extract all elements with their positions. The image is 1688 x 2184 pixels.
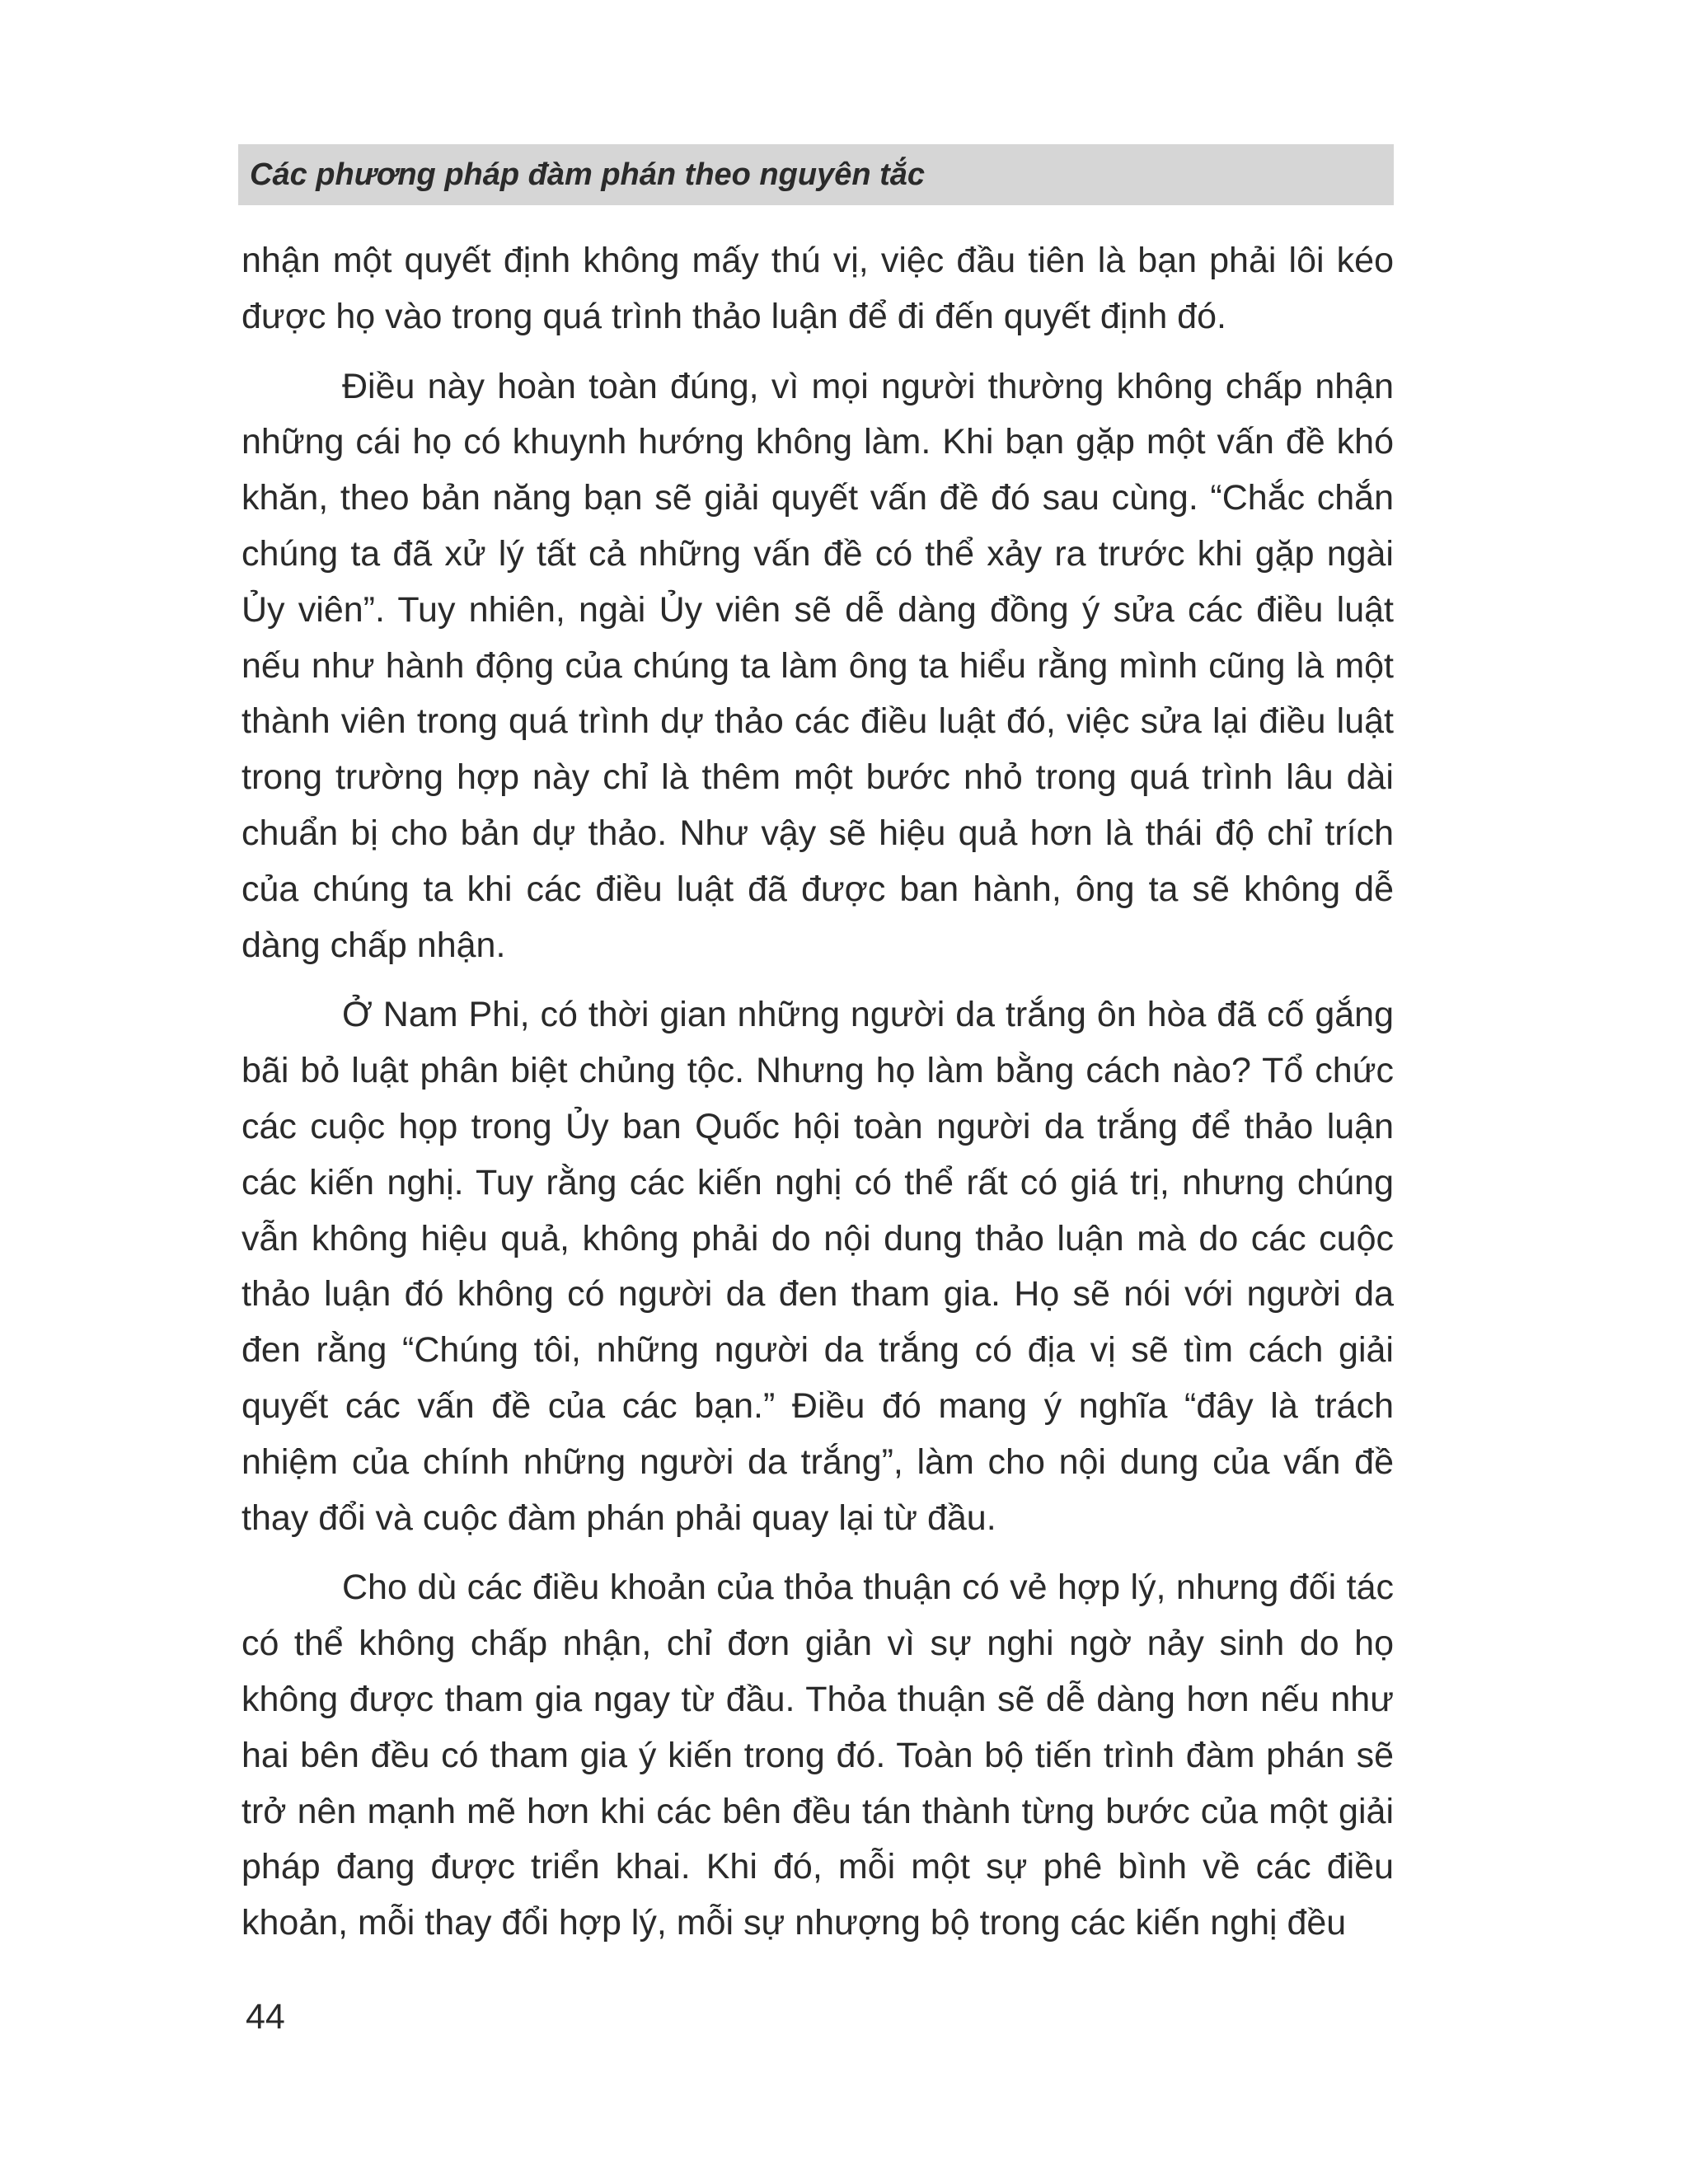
paragraph: Điều này hoàn toàn đúng, vì mọi người thường không chấp nhận những cái họ có khuynh hướng không làm. Khi bạn gặp một vấn đề khó khăn, theo bản năng bạn sẽ giải quyết vấn đề đó sau cùng. “Chắc chắn chúng ta đã xử lý tất cả những vấn đề có thể xảy ra trước khi gặp ngài Ủy viên”. Tuy nhiên, ngài Ủy viên sẽ dễ dàng đồng ý sửa các điều luật nếu như hành động của chúng ta làm ông ta hiểu rằng mình cũng là một thành viên trong quá trình dự thảo các điều luật đó, việc sửa lại điều luật trong trường hợp này chỉ là thêm một bước nhỏ trong quá trình lâu dài chuẩn bị cho bản dự thảo. Như vậy sẽ hiệu quả hơn là thái độ chỉ trích của chúng ta khi các điều luật đã được ban hành, ông ta sẽ không dễ dàng chấp nhận.: [241, 366, 1394, 965]
page-number: 44: [246, 1997, 285, 2036]
running-header: [238, 144, 1394, 205]
running-header-title: Các phương pháp đàm phán theo nguyên tắc: [250, 157, 926, 192]
paragraph-continued: nhận một quyết định không mấy thú vị, việc đầu tiên là bạn phải lôi kéo được họ vào trong quá trình thảo luận để đi đến quyết định đó.: [241, 241, 1394, 336]
paragraph: Ở Nam Phi, có thời gian những người da trắng ôn hòa đã cố gắng bãi bỏ luật phân biệt chủng tộc. Nhưng họ làm bằng cách nào? Tổ chức các cuộc họp trong Ủy ban Quốc hội toàn người da trắng để thảo luận các kiến nghị. Tuy rằng các kiến nghị có thể rất có giá trị, nhưng chúng vẫn không hiệu quả, không phải do nội dung thảo luận mà do các cuộc thảo luận đó không có người da đen tham gia. Họ sẽ nói với người da đen rằng “Chúng tôi, những người da trắng có địa vị sẽ tìm cách giải quyết các vấn đề của các bạn.” Điều đó mang ý nghĩa “đây là trách nhiệm của chính những người da trắng”, làm cho nội dung của vấn đề thay đổi và cuộc đàm phán phải quay lại từ đầu.: [241, 995, 1394, 1538]
body-text: [241, 233, 1394, 1952]
paragraph: Cho dù các điều khoản của thỏa thuận có vẻ hợp lý, nhưng đối tác có thể không chấp nhận, chỉ đơn giản vì sự nghi ngờ nảy sinh do họ không được tham gia ngay từ đầu. Thỏa thuận sẽ dễ dàng hơn nếu như hai bên đều có tham gia ý kiến trong đó. Toàn bộ tiến trình đàm phán sẽ trở nên mạnh mẽ hơn khi các bên đều tán thành từng bước của một giải pháp đang được triển khai. Khi đó, mỗi một sự phê bình về các điều khoản, mỗi thay đổi hợp lý, mỗi sự nhượng bộ trong các kiến nghị đều: [241, 1568, 1394, 1943]
